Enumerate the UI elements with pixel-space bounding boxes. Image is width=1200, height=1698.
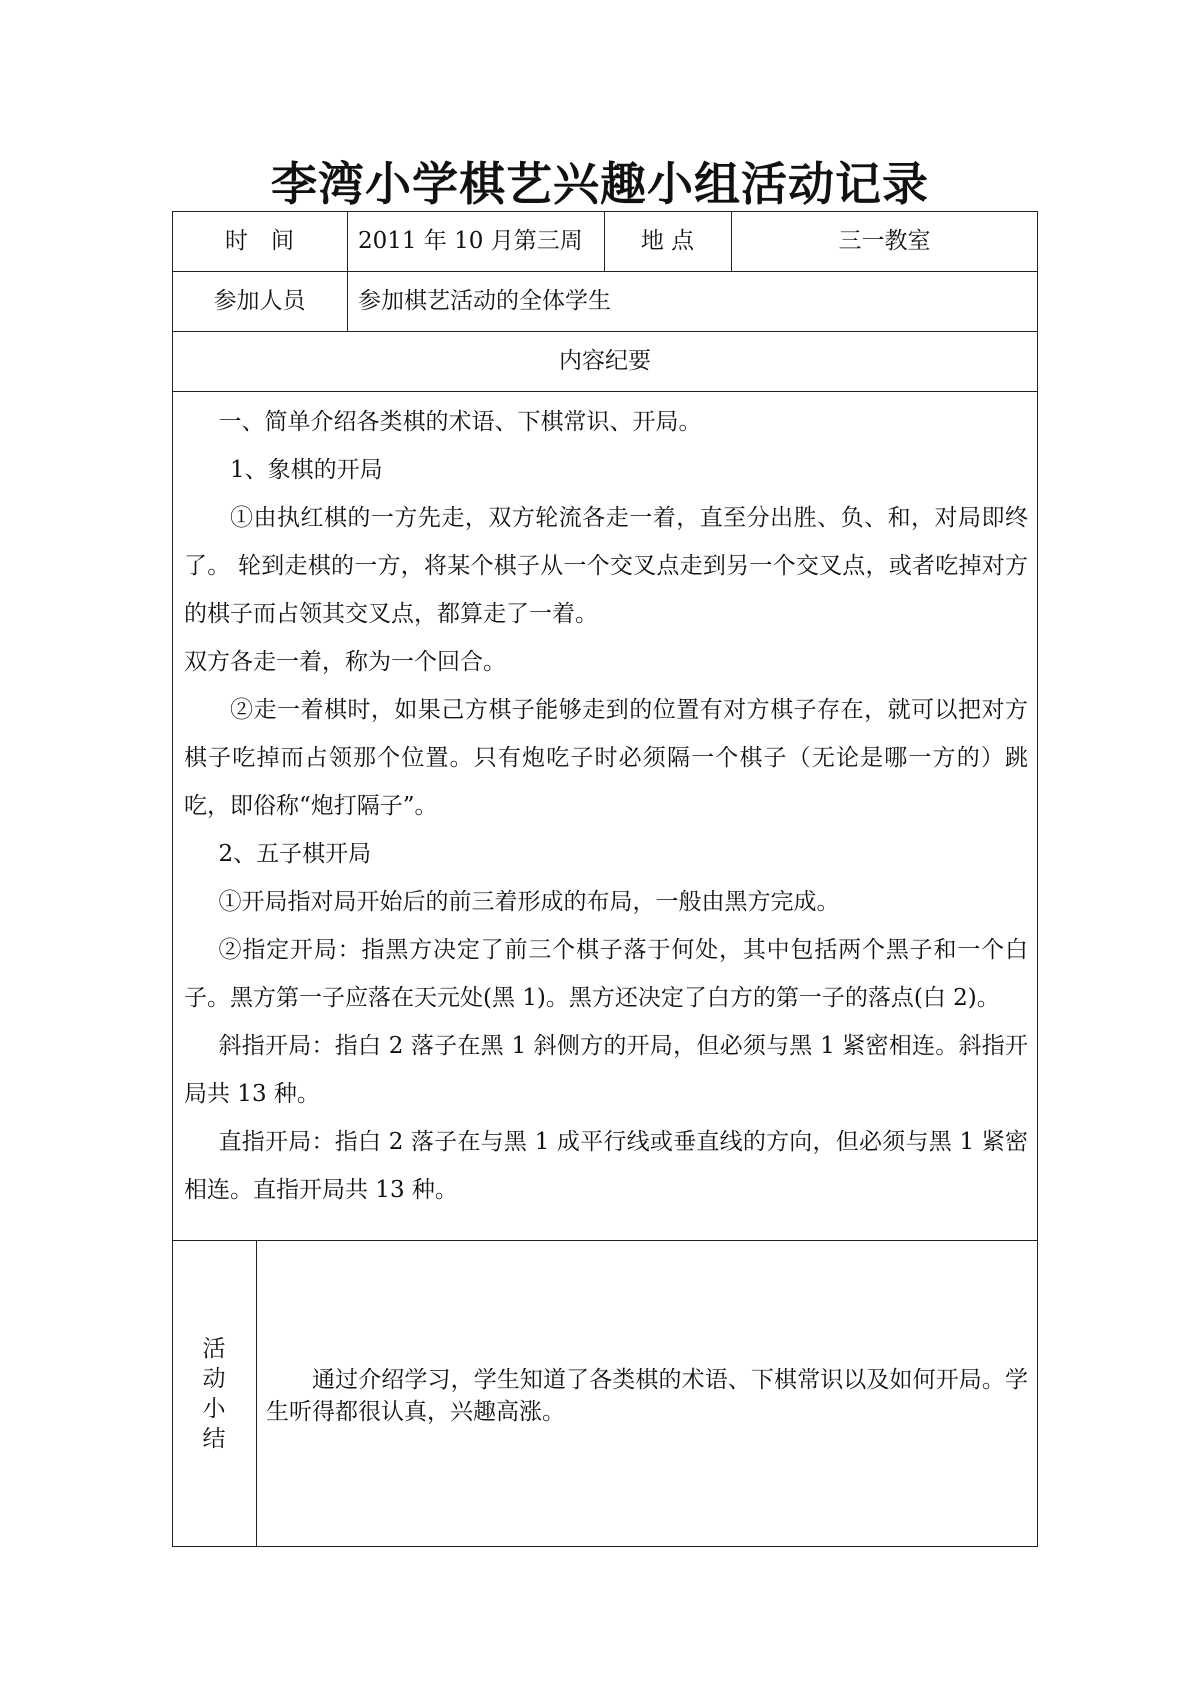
place-value: 三一教室 (838, 227, 931, 254)
row-divider (172, 391, 1038, 392)
summary-text (266, 1364, 1028, 1428)
column-divider (347, 211, 348, 331)
content-paragraph: 双方各走一着，称为一个回合。 (184, 649, 506, 675)
summary-label-char: 活 (202, 1335, 226, 1362)
participants-label: 参加人员 (213, 287, 306, 314)
content-paragraph: 1、象棋的开局 (230, 457, 383, 483)
time-label: 时 间 (225, 227, 294, 254)
content-paragraph: 2、五子棋开局 (218, 841, 372, 867)
content-paragraph: 直指开局：指白 2 落子在与黑 1 成平行线或垂直线的方向，但必须与黑 1 紧密相连。直指开局共 13 种。 (184, 1129, 1028, 1203)
content-paragraph: ①由执红棋的一方先走，双方轮流各走一着，直至分出胜、负、和，对局即终了。 轮到走棋的一方，将某个棋子从一个交叉点走到另一个交叉点，或者吃掉对方的棋子而占领其交叉点，都算走了一着。 (184, 505, 1028, 627)
column-divider (256, 1240, 257, 1547)
document-title: 李湾小学棋艺兴趣小组活动记录 (271, 157, 929, 211)
summary-label-char: 结 (202, 1425, 226, 1452)
content-paragraph: ①开局指对局开始后的前三着形成的布局，一般由黑方完成。 (218, 889, 840, 915)
summary-label-char: 动 (202, 1365, 226, 1392)
participants-value: 参加棋艺活动的全体学生 (358, 287, 611, 314)
content-body (184, 398, 1028, 1214)
content-paragraph: ②走一着棋时，如果己方棋子能够走到的位置有对方棋子存在，就可以把对方棋子吃掉而占领那个位置。只有炮吃子时必须隔一个棋子（无论是哪一方的）跳吃，即俗称“炮打隔子”。 (184, 697, 1028, 819)
content-paragraph: ②指定开局：指黑方决定了前三个棋子落于何处，其中包括两个黑子和一个白子。黑方第一子应落在天元处(黑 1)。黑方还决定了白方的第一子的落点(白 2)。 (184, 937, 1028, 1011)
summary-label-char: 小 (202, 1395, 226, 1422)
time-value: 2011 年 10 月第三周 (358, 227, 583, 254)
content-heading: 内容纪要 (559, 347, 651, 374)
summary-label (172, 1240, 256, 1547)
row-divider (172, 1240, 1038, 1241)
summary-paragraph: 通过介绍学习，学生知道了各类棋的术语、下棋常识以及如何开局。学生听得都很认真，兴趣高涨。 (266, 1367, 1028, 1425)
content-paragraph: 一、简单介绍各类棋的术语、下棋常识、开局。 (218, 409, 702, 435)
place-label: 地 点 (640, 227, 695, 254)
content-paragraph: 斜指开局：指白 2 落子在黑 1 斜侧方的开局，但必须与黑 1 紧密相连。斜指开局共 13 种。 (184, 1033, 1028, 1107)
